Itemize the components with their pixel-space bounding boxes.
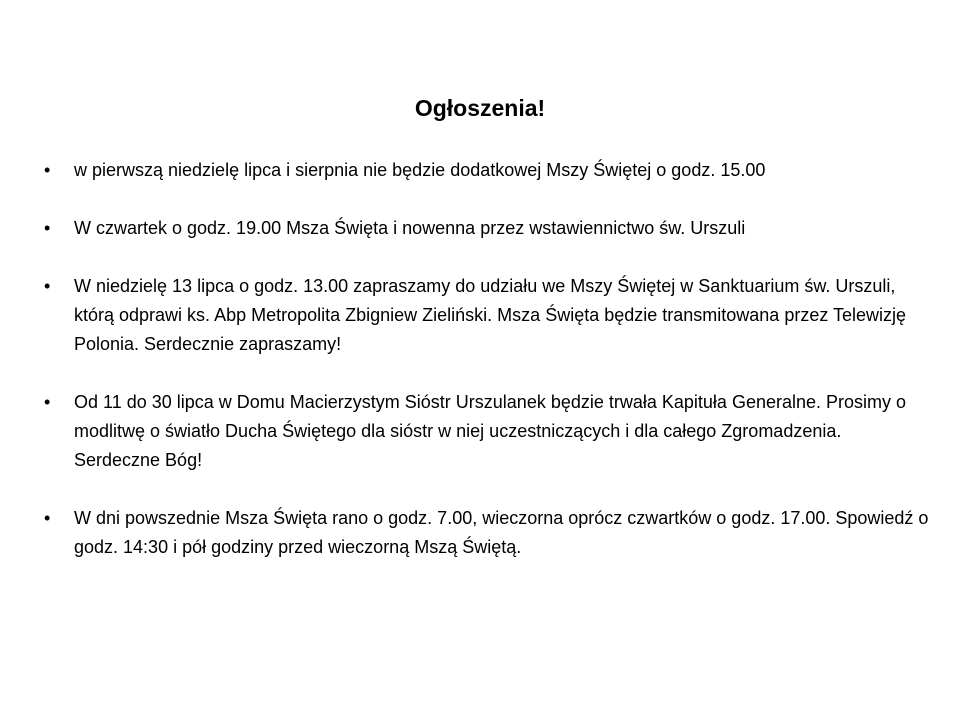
list-item — [44, 214, 929, 243]
bullet-icon: • — [44, 276, 51, 296]
slide-title: Ogłoszenia! — [414, 95, 546, 121]
bullet-icon: • — [44, 392, 51, 412]
list-item-text: Od 11 do 30 lipca w Domu Macierzystym Sióstr Urszulanek będzie trwała Kapituła Generalne. Prosimy o modlitwę o światło Ducha Świętego dla sióstr w niej uczestniczących i dla całego Zgromadzenia. Serdeczne Bóg! — [74, 392, 907, 470]
list-item-text: W dni powszednie Msza Święta rano o godz. 7.00, wieczorna oprócz czwartków o godz. 17.00. Spowiedź o godz. 14:30 i pół godziny przed wieczorną Mszą Świętą. — [74, 508, 929, 557]
list-item — [44, 388, 929, 475]
list-item-text: W niedzielę 13 lipca o godz. 13.00 zapraszamy do udziału we Mszy Świętej w Sanktuarium św. Urszuli, którą odprawi ks. Abp Metropolita Zbigniew Zieliński. Msza Święta będzie transmitowana przez Telewizję Polonia. Serdecznie zapraszamy! — [74, 276, 907, 354]
bullet-icon: • — [44, 160, 51, 180]
list-item — [44, 504, 929, 562]
list-item — [44, 272, 929, 359]
list-item-text: w pierwszą niedzielę lipca i sierpnia nie będzie dodatkowej Mszy Świętej o godz. 15.00 — [74, 160, 766, 180]
announcement-list — [44, 156, 929, 591]
bullet-icon: • — [44, 218, 51, 238]
bullet-icon: • — [44, 508, 51, 528]
list-item — [44, 156, 929, 185]
list-item-text: W czwartek o godz. 19.00 Msza Święta i nowenna przez wstawiennictwo św. Urszuli — [74, 218, 746, 238]
